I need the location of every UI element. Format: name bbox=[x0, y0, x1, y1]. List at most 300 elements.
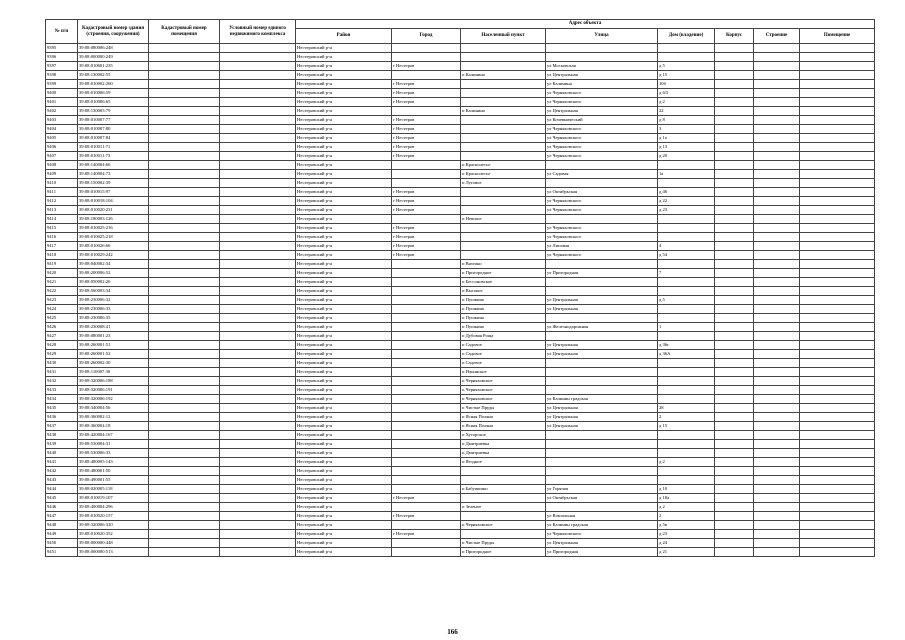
cell-city bbox=[392, 71, 461, 80]
table-row bbox=[46, 431, 875, 440]
cell-city: г Нестеров bbox=[392, 98, 461, 107]
cell-house: д 15 bbox=[658, 71, 715, 80]
cell-stroenie bbox=[754, 386, 800, 395]
cell-cadastral-room bbox=[149, 512, 220, 521]
table-row bbox=[46, 377, 875, 386]
cell-korpus bbox=[715, 350, 754, 359]
cell-district: Нестеровский р-н bbox=[296, 386, 392, 395]
table-row bbox=[46, 62, 875, 71]
cell-city bbox=[392, 287, 461, 296]
cell-cadastral-room bbox=[149, 494, 220, 503]
cell-house: д 24 bbox=[658, 539, 715, 548]
table-row bbox=[46, 125, 875, 134]
cell-num: 9429 bbox=[46, 350, 78, 359]
cell-cadastral-room bbox=[149, 395, 220, 404]
cell-district: Нестеровский р-н bbox=[296, 404, 392, 413]
cell-street bbox=[546, 215, 658, 224]
cell-stroenie bbox=[754, 539, 800, 548]
cell-street: ул Черняховского bbox=[546, 206, 658, 215]
cell-house bbox=[658, 476, 715, 485]
cell-settlement: п Чистые Пруды bbox=[461, 404, 546, 413]
cell-korpus bbox=[715, 377, 754, 386]
cell-city: г Нестеров bbox=[392, 125, 461, 134]
cell-cadastral-room bbox=[149, 332, 220, 341]
cell-cadastral-building: 39:08:180003:126 bbox=[78, 215, 149, 224]
cell-korpus bbox=[715, 224, 754, 233]
cell-settlement bbox=[461, 143, 546, 152]
cell-cadastral-building: 39:08:490001:55 bbox=[78, 476, 149, 485]
cell-num: 9439 bbox=[46, 440, 78, 449]
cell-house bbox=[658, 305, 715, 314]
cell-room bbox=[800, 233, 875, 242]
cell-room bbox=[800, 530, 875, 539]
cell-korpus bbox=[715, 413, 754, 422]
cell-house bbox=[658, 215, 715, 224]
cell-city bbox=[392, 359, 461, 368]
table-row bbox=[46, 404, 875, 413]
cell-cadastral-room bbox=[149, 89, 220, 98]
cell-room bbox=[800, 485, 875, 494]
cell-street bbox=[546, 287, 658, 296]
cell-street bbox=[546, 503, 658, 512]
cell-num: 9427 bbox=[46, 332, 78, 341]
cell-cadastral-building: 39:08:230006:32 bbox=[78, 296, 149, 305]
table-row bbox=[46, 458, 875, 467]
cell-cadastral-room bbox=[149, 179, 220, 188]
cell-city bbox=[392, 377, 461, 386]
cell-street bbox=[546, 368, 658, 377]
cell-cadastral-room bbox=[149, 206, 220, 215]
cell-room bbox=[800, 521, 875, 530]
cell-stroenie bbox=[754, 53, 800, 62]
cell-stroenie bbox=[754, 206, 800, 215]
cell-num: 9407 bbox=[46, 152, 78, 161]
cell-house: д 21 bbox=[658, 548, 715, 557]
cell-room bbox=[800, 350, 875, 359]
table-row bbox=[46, 179, 875, 188]
cell-cadastral-room bbox=[149, 80, 220, 89]
cell-city bbox=[392, 161, 461, 170]
cell-stroenie bbox=[754, 62, 800, 71]
cell-cadastral-room bbox=[149, 224, 220, 233]
cell-num: 9403 bbox=[46, 116, 78, 125]
cell-korpus bbox=[715, 233, 754, 242]
cell-stroenie bbox=[754, 341, 800, 350]
cell-street bbox=[546, 179, 658, 188]
cell-street bbox=[546, 44, 658, 53]
cell-room bbox=[800, 287, 875, 296]
cell-street: ул Садовая bbox=[546, 170, 658, 179]
cell-cadastral-building: 39:08:010011:73 bbox=[78, 152, 149, 161]
cell-cadastral-room bbox=[149, 503, 220, 512]
cell-street: ул Октябрьская bbox=[546, 188, 658, 197]
cell-house: д 36г bbox=[658, 341, 715, 350]
cell-stroenie bbox=[754, 107, 800, 116]
cell-korpus bbox=[715, 62, 754, 71]
cell-cadastral-room bbox=[149, 341, 220, 350]
cell-city bbox=[392, 476, 461, 485]
table-row bbox=[46, 341, 875, 350]
cell-settlement: п Краснолесье bbox=[461, 161, 546, 170]
cell-settlement: п Черняховское bbox=[461, 395, 546, 404]
cell-cadastral-room bbox=[149, 413, 220, 422]
cell-settlement: п Пригородное bbox=[461, 269, 546, 278]
cell-district: Нестеровский р-н bbox=[296, 440, 392, 449]
cell-street: ул Пригородная bbox=[546, 548, 658, 557]
cell-stroenie bbox=[754, 323, 800, 332]
cell-district: Нестеровский р-н bbox=[296, 251, 392, 260]
cell-room bbox=[800, 107, 875, 116]
cell-stroenie bbox=[754, 314, 800, 323]
table-row bbox=[46, 134, 875, 143]
cell-cadastral-building: 39:08:080006:248 bbox=[78, 44, 149, 53]
cell-settlement: п Дмитриевка bbox=[461, 440, 546, 449]
cell-num: 9441 bbox=[46, 458, 78, 467]
cell-conditional-number bbox=[220, 260, 296, 269]
cell-conditional-number bbox=[220, 548, 296, 557]
cell-cadastral-building: 39:08:010006:59 bbox=[78, 89, 149, 98]
cell-korpus bbox=[715, 530, 754, 539]
cell-conditional-number bbox=[220, 242, 296, 251]
cell-num: 9419 bbox=[46, 260, 78, 269]
cell-cadastral-room bbox=[149, 44, 220, 53]
cell-korpus bbox=[715, 422, 754, 431]
cell-room bbox=[800, 332, 875, 341]
cell-korpus bbox=[715, 440, 754, 449]
cell-house: д 54 bbox=[658, 251, 715, 260]
cell-cadastral-room bbox=[149, 476, 220, 485]
cell-conditional-number bbox=[220, 125, 296, 134]
cell-cadastral-building: 39:08:340004:56 bbox=[78, 404, 149, 413]
cell-room bbox=[800, 413, 875, 422]
cell-district: Нестеровский р-н bbox=[296, 485, 392, 494]
table-row bbox=[46, 269, 875, 278]
cell-city: г Нестеров bbox=[392, 233, 461, 242]
cell-city bbox=[392, 404, 461, 413]
cell-num: 9396 bbox=[46, 53, 78, 62]
cell-district: Нестеровский р-н bbox=[296, 44, 392, 53]
cell-conditional-number bbox=[220, 251, 296, 260]
cell-conditional-number bbox=[220, 278, 296, 287]
cell-cadastral-building: 39:08:320006:192 bbox=[78, 395, 149, 404]
cell-stroenie bbox=[754, 98, 800, 107]
cell-district: Нестеровский р-н bbox=[296, 422, 392, 431]
cell-city bbox=[392, 485, 461, 494]
cell-room bbox=[800, 80, 875, 89]
table-row bbox=[46, 116, 875, 125]
cell-cadastral-room bbox=[149, 386, 220, 395]
cell-house: 2 bbox=[658, 413, 715, 422]
cell-house: 2 bbox=[658, 512, 715, 521]
cell-street: ул Железнодорожная bbox=[546, 323, 658, 332]
cell-cadastral-building: 39:08:010026:66 bbox=[78, 242, 149, 251]
table-row bbox=[46, 359, 875, 368]
cell-district: Нестеровский р-н bbox=[296, 98, 392, 107]
cell-street bbox=[546, 377, 658, 386]
cell-stroenie bbox=[754, 287, 800, 296]
cell-district: Нестеровский р-н bbox=[296, 323, 392, 332]
cell-district: Нестеровский р-н bbox=[296, 341, 392, 350]
table-row bbox=[46, 386, 875, 395]
cell-district: Нестеровский р-н bbox=[296, 368, 392, 377]
cell-street bbox=[546, 332, 658, 341]
cell-num: 9438 bbox=[46, 431, 78, 440]
cell-house bbox=[658, 179, 715, 188]
cell-city bbox=[392, 503, 461, 512]
cell-conditional-number bbox=[220, 395, 296, 404]
cell-room bbox=[800, 89, 875, 98]
cell-num: 9426 bbox=[46, 323, 78, 332]
cell-city bbox=[392, 296, 461, 305]
table-row bbox=[46, 143, 875, 152]
cell-korpus bbox=[715, 98, 754, 107]
cell-settlement: п Черняховское bbox=[461, 386, 546, 395]
cell-cadastral-building: 39:08:130005:79 bbox=[78, 107, 149, 116]
cell-room bbox=[800, 161, 875, 170]
cell-room bbox=[800, 323, 875, 332]
cell-city bbox=[392, 458, 461, 467]
table-row bbox=[46, 323, 875, 332]
cell-num: 9423 bbox=[46, 296, 78, 305]
cell-settlement bbox=[461, 188, 546, 197]
cell-conditional-number bbox=[220, 62, 296, 71]
cell-settlement: п Дубовая Роща bbox=[461, 332, 546, 341]
cell-settlement bbox=[461, 251, 546, 260]
cell-conditional-number bbox=[220, 503, 296, 512]
cell-stroenie bbox=[754, 170, 800, 179]
cell-num: 9448 bbox=[46, 521, 78, 530]
cell-city bbox=[392, 305, 461, 314]
cell-room bbox=[800, 251, 875, 260]
cell-house: 4 bbox=[658, 242, 715, 251]
cell-korpus bbox=[715, 188, 754, 197]
cell-city bbox=[392, 413, 461, 422]
cell-house: д 18а bbox=[658, 494, 715, 503]
cell-house bbox=[658, 53, 715, 62]
cell-conditional-number bbox=[220, 359, 296, 368]
cell-stroenie bbox=[754, 278, 800, 287]
cell-street bbox=[546, 359, 658, 368]
header-cadastral-building: Кадастровый номер здания (строения, сооружения) bbox=[78, 20, 149, 44]
cell-street: ул Центральная bbox=[546, 107, 658, 116]
cell-stroenie bbox=[754, 449, 800, 458]
cell-korpus bbox=[715, 512, 754, 521]
cell-city: г Нестеров bbox=[392, 143, 461, 152]
cell-house: д 1а bbox=[658, 134, 715, 143]
cell-cadastral-building: 39:08:140004:66 bbox=[78, 161, 149, 170]
cell-city: г Нестеров bbox=[392, 251, 461, 260]
cell-district: Нестеровский р-н bbox=[296, 206, 392, 215]
cell-cadastral-room bbox=[149, 116, 220, 125]
cell-conditional-number bbox=[220, 314, 296, 323]
table-row bbox=[46, 440, 875, 449]
cell-conditional-number bbox=[220, 161, 296, 170]
cell-settlement: п Зеленое bbox=[461, 503, 546, 512]
cell-cadastral-building: 39:08:010029:242 bbox=[78, 251, 149, 260]
cell-stroenie bbox=[754, 152, 800, 161]
cell-city: г Нестеров bbox=[392, 80, 461, 89]
cell-num: 9432 bbox=[46, 377, 78, 386]
cell-cadastral-room bbox=[149, 98, 220, 107]
cell-city bbox=[392, 332, 461, 341]
cell-cadastral-room bbox=[149, 71, 220, 80]
cell-city bbox=[392, 107, 461, 116]
cell-city: г Нестеров bbox=[392, 512, 461, 521]
cell-conditional-number bbox=[220, 341, 296, 350]
cell-cadastral-building: 39:08:230008:41 bbox=[78, 323, 149, 332]
cell-room bbox=[800, 503, 875, 512]
cell-street bbox=[546, 476, 658, 485]
cell-house: 7 bbox=[658, 269, 715, 278]
cell-house: д 2 bbox=[658, 98, 715, 107]
header-num: № п/п bbox=[46, 20, 78, 44]
cell-settlement: п Хуторское bbox=[461, 431, 546, 440]
table-row bbox=[46, 71, 875, 80]
cell-num: 9445 bbox=[46, 494, 78, 503]
cell-num: 9397 bbox=[46, 62, 78, 71]
table-body bbox=[46, 44, 875, 557]
cell-house: 3 bbox=[658, 125, 715, 134]
cell-korpus bbox=[715, 89, 754, 98]
cell-city bbox=[392, 179, 461, 188]
cell-cadastral-room bbox=[149, 359, 220, 368]
cell-korpus bbox=[715, 539, 754, 548]
cell-house bbox=[658, 377, 715, 386]
cell-room bbox=[800, 386, 875, 395]
cell-stroenie bbox=[754, 377, 800, 386]
cell-stroenie bbox=[754, 359, 800, 368]
cell-city bbox=[392, 440, 461, 449]
cell-city: г Нестеров bbox=[392, 494, 461, 503]
cell-conditional-number bbox=[220, 269, 296, 278]
cell-settlement bbox=[461, 134, 546, 143]
cell-settlement: п Садовое bbox=[461, 350, 546, 359]
cell-stroenie bbox=[754, 179, 800, 188]
cell-street: ул Черняховского bbox=[546, 125, 658, 134]
cell-conditional-number bbox=[220, 386, 296, 395]
cell-street: ул Черняховского bbox=[546, 98, 658, 107]
cell-city bbox=[392, 323, 461, 332]
cell-room bbox=[800, 494, 875, 503]
cell-street: ул Калинин градская bbox=[546, 395, 658, 404]
cell-cadastral-building: 39:08:010006:65 bbox=[78, 98, 149, 107]
cell-cadastral-room bbox=[149, 53, 220, 62]
cell-cadastral-building: 39:08:010007:77 bbox=[78, 116, 149, 125]
cell-settlement: п Черняховское bbox=[461, 377, 546, 386]
cell-settlement: п Дмитриевка bbox=[461, 449, 546, 458]
cell-district: Нестеровский р-н bbox=[296, 296, 392, 305]
cell-district: Нестеровский р-н bbox=[296, 395, 392, 404]
cell-house: д 23 bbox=[658, 206, 715, 215]
cell-city: г Нестеров bbox=[392, 188, 461, 197]
cell-district: Нестеровский р-н bbox=[296, 269, 392, 278]
cell-district: Нестеровский р-н bbox=[296, 134, 392, 143]
cell-house bbox=[658, 359, 715, 368]
table-row bbox=[46, 350, 875, 359]
table-row bbox=[46, 233, 875, 242]
cell-house bbox=[658, 314, 715, 323]
cell-conditional-number bbox=[220, 116, 296, 125]
table-row bbox=[46, 305, 875, 314]
cell-house bbox=[658, 395, 715, 404]
cell-room bbox=[800, 98, 875, 107]
cell-num: 9440 bbox=[46, 449, 78, 458]
cell-num: 9410 bbox=[46, 179, 78, 188]
cell-korpus bbox=[715, 242, 754, 251]
cell-room bbox=[800, 449, 875, 458]
cell-num: 9444 bbox=[46, 485, 78, 494]
cell-room bbox=[800, 368, 875, 377]
cell-stroenie bbox=[754, 125, 800, 134]
header-address-group: Адрес объекта bbox=[296, 20, 875, 29]
cell-house bbox=[658, 332, 715, 341]
cell-city: г Нестеров bbox=[392, 152, 461, 161]
table-row bbox=[46, 530, 875, 539]
cell-settlement: п Пушкино bbox=[461, 323, 546, 332]
cell-district: Нестеровский р-н bbox=[296, 512, 392, 521]
cell-conditional-number bbox=[220, 80, 296, 89]
cell-cadastral-building: 39:08:000000:513 bbox=[78, 548, 149, 557]
cell-district: Нестеровский р-н bbox=[296, 233, 392, 242]
cell-conditional-number bbox=[220, 98, 296, 107]
cell-district: Нестеровский р-н bbox=[296, 332, 392, 341]
cell-district: Нестеровский р-н bbox=[296, 71, 392, 80]
cell-street: ул Черняховского bbox=[546, 134, 658, 143]
cell-stroenie bbox=[754, 530, 800, 539]
cell-korpus bbox=[715, 431, 754, 440]
cell-conditional-number bbox=[220, 233, 296, 242]
table-row bbox=[46, 467, 875, 476]
table-row bbox=[46, 107, 875, 116]
cell-korpus bbox=[715, 170, 754, 179]
cell-street bbox=[546, 440, 658, 449]
cell-settlement: п Ягодное bbox=[461, 458, 546, 467]
cell-korpus bbox=[715, 314, 754, 323]
cell-cadastral-building: 39:08:420004:167 bbox=[78, 431, 149, 440]
cell-cadastral-room bbox=[149, 404, 220, 413]
cell-num: 9425 bbox=[46, 314, 78, 323]
cell-cadastral-building: 39:08:010020:157 bbox=[78, 512, 149, 521]
cell-cadastral-room bbox=[149, 170, 220, 179]
cell-cadastral-building: 39:08:010018:104 bbox=[78, 197, 149, 206]
cell-settlement: п Краснолесье bbox=[461, 170, 546, 179]
cell-cadastral-building: 39:08:360002:12 bbox=[78, 413, 149, 422]
cell-settlement: п Высокое bbox=[461, 287, 546, 296]
cell-conditional-number bbox=[220, 494, 296, 503]
cell-street: ул Калинина bbox=[546, 80, 658, 89]
cell-cadastral-room bbox=[149, 260, 220, 269]
cell-district: Нестеровский р-н bbox=[296, 143, 392, 152]
cell-stroenie bbox=[754, 350, 800, 359]
cell-street: ул Липовая bbox=[546, 242, 658, 251]
cell-conditional-number bbox=[220, 323, 296, 332]
cell-district: Нестеровский р-н bbox=[296, 179, 392, 188]
cell-stroenie bbox=[754, 80, 800, 89]
cell-settlement: п Чистые Пруды bbox=[461, 539, 546, 548]
cell-room bbox=[800, 314, 875, 323]
table-row bbox=[46, 296, 875, 305]
table-row bbox=[46, 494, 875, 503]
cell-settlement bbox=[461, 197, 546, 206]
cell-conditional-number bbox=[220, 431, 296, 440]
cell-cadastral-building: 39:08:360004:18 bbox=[78, 422, 149, 431]
cell-conditional-number bbox=[220, 206, 296, 215]
cell-korpus bbox=[715, 260, 754, 269]
cell-stroenie bbox=[754, 269, 800, 278]
cell-house bbox=[658, 260, 715, 269]
cell-korpus bbox=[715, 44, 754, 53]
cell-korpus bbox=[715, 359, 754, 368]
